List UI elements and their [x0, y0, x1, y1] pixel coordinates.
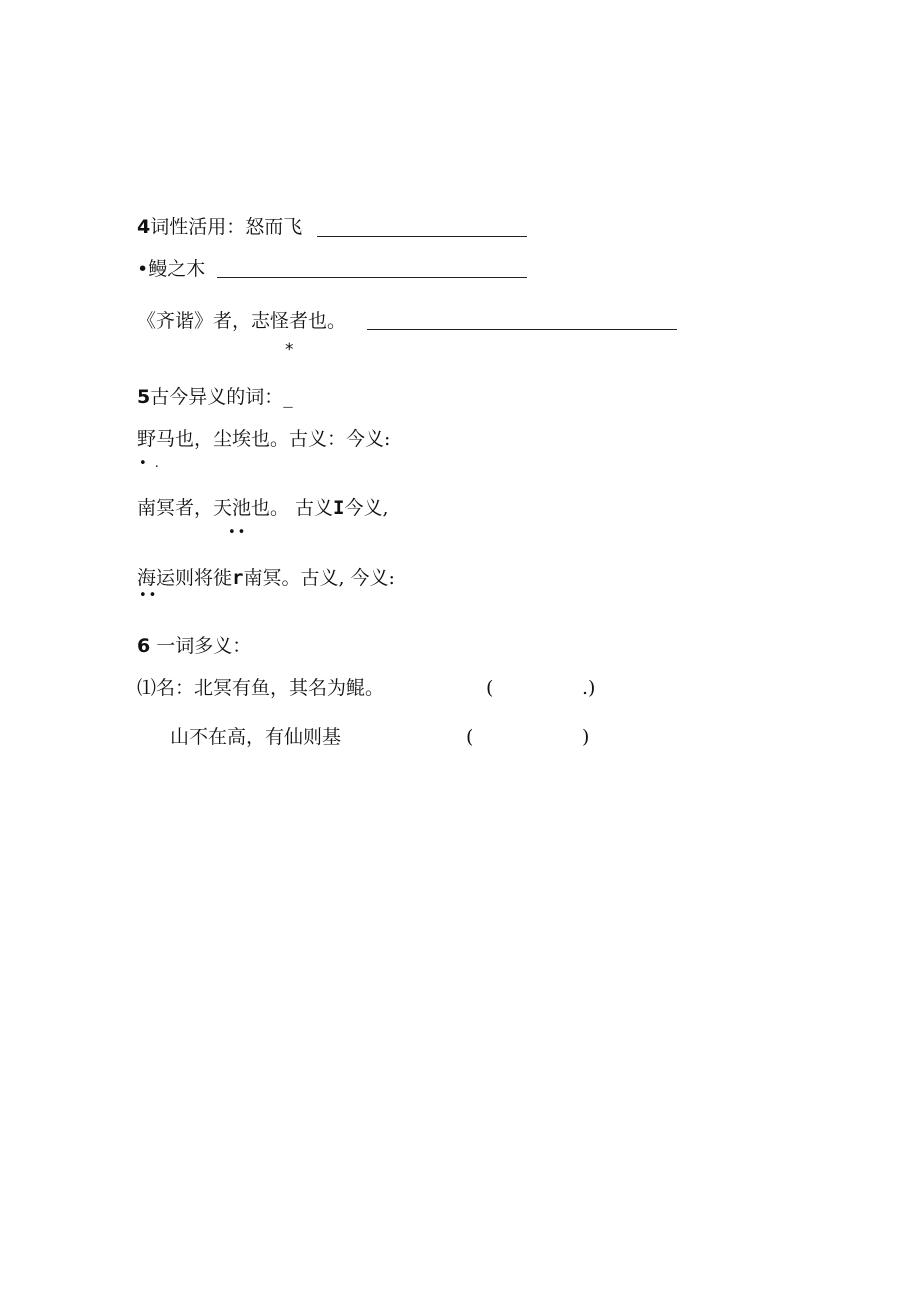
q6-sub-2-open-paren: (: [466, 726, 474, 748]
q4-answer-blank-3[interactable]: [367, 329, 677, 330]
q5-row-2: [137, 496, 389, 520]
q4-phrase-1: 怒而飞: [245, 216, 303, 238]
q6-sub-1-close-paren: .): [582, 677, 596, 699]
q5-row-3-symbol: r: [232, 567, 244, 589]
q4-number: 4: [137, 216, 151, 238]
q4-answer-blank-1[interactable]: [317, 236, 527, 237]
q5-row-2-dots: ••: [228, 525, 248, 540]
q4-phrase-2: •鳗之木: [137, 258, 206, 280]
q6-sub-1-open-paren: (: [486, 677, 494, 699]
q4-line-1: [137, 215, 302, 239]
q5-heading: [137, 385, 293, 409]
q5-row-1: [137, 427, 390, 451]
q4-answer-blank-2[interactable]: [217, 277, 527, 278]
q6-number: 6: [137, 635, 151, 657]
q5-row-2-text-a: 南冥者，天池也。 古义: [137, 497, 334, 519]
q5-row-3-text-b: 南冥。古义, 今义:: [243, 567, 395, 589]
q6-label: 一词多义：: [150, 635, 252, 657]
q5-row-2-symbol: I: [333, 497, 345, 519]
q4-label: 词性活用：: [150, 216, 246, 238]
q5-number: 5: [137, 386, 151, 408]
q5-row-2-text-b: 今义,: [344, 497, 389, 519]
q5-label: 古今异义的词：_: [150, 386, 293, 408]
q6-sub-1-text: ⑴名：北冥有鱼，其名为鲲。: [137, 677, 385, 699]
q4-line-2: [137, 257, 205, 281]
q5-row-3-text-a: 海运则将徙: [137, 567, 233, 589]
q6-sub-1: [137, 676, 384, 700]
q6-sub-2-close-paren: ): [582, 726, 590, 748]
q6-sub-2-text: 山不在高，有仙则基: [170, 726, 342, 748]
q5-row-3: [137, 566, 395, 590]
q4-star-mark: *: [285, 340, 294, 360]
q4-phrase-3: 《齐谐》者，志怪者也。: [137, 310, 347, 332]
q4-line-3: [137, 309, 346, 333]
q5-row-1-text: 野马也，尘埃也。古义：今义:: [137, 428, 391, 450]
q6-heading: [137, 634, 251, 658]
q5-row-3-dots: ••: [139, 588, 159, 603]
q5-row-1-dots: • .: [139, 456, 161, 471]
q6-sub-2: [170, 725, 341, 749]
